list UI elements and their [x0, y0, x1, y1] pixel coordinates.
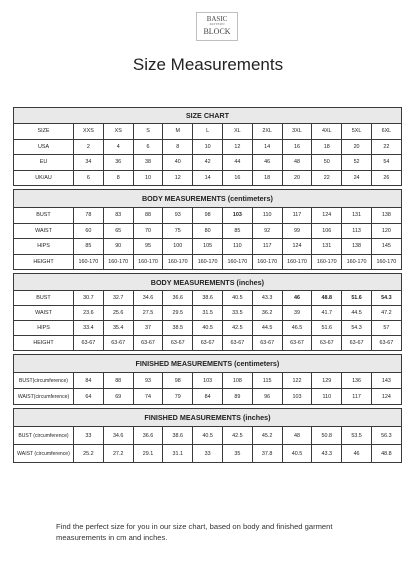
table-cell: 36.2	[252, 306, 282, 321]
table-cell: 63-67	[193, 336, 223, 351]
table-cell: 145	[371, 239, 401, 255]
table-cell: 35.4	[103, 321, 133, 336]
table-cell: 37.8	[252, 445, 282, 463]
table-cell: 120	[371, 223, 401, 239]
table-cell: 38.5	[163, 321, 193, 336]
table-cell: 110	[312, 389, 342, 405]
table-cell: 50.8	[312, 427, 342, 445]
table-cell: 50	[312, 155, 342, 171]
table-cell: 103	[282, 389, 312, 405]
table-cell: 63-67	[282, 336, 312, 351]
table-cell: 22	[312, 170, 342, 186]
table-cell: 25.2	[74, 445, 104, 463]
table-cell: M	[163, 124, 193, 140]
table-cell: 4	[103, 139, 133, 155]
table-cell: 44.5	[342, 306, 372, 321]
table-cell: 160-170	[252, 254, 282, 270]
table-cell: 27.2	[103, 445, 133, 463]
table-cell: 63-67	[103, 336, 133, 351]
table-cell: 124	[282, 239, 312, 255]
table-cell: 40.5	[193, 427, 223, 445]
table-cell: 8	[163, 139, 193, 155]
table-cell: 79	[163, 389, 193, 405]
table-cell: XL	[222, 124, 252, 140]
table-cell: 96	[252, 389, 282, 405]
table-row	[14, 373, 402, 389]
table-cell: 85	[74, 239, 104, 255]
table-cell: 160-170	[222, 254, 252, 270]
table-cell: 48.8	[312, 291, 342, 306]
table-row	[14, 170, 402, 186]
row-label: BUST	[14, 291, 74, 306]
table-cell: 63-67	[371, 336, 401, 351]
table-cell: 2	[74, 139, 104, 155]
table-cell: 52	[342, 155, 372, 171]
table-cell: 32.7	[103, 291, 133, 306]
table-cell: 113	[342, 223, 372, 239]
table-cell: 38.6	[163, 427, 193, 445]
table-cell: 63-67	[163, 336, 193, 351]
table-cell: 23.6	[74, 306, 104, 321]
table-cell: 40.5	[282, 445, 312, 463]
table-cell: 20	[282, 170, 312, 186]
body-in-section-header-row	[14, 274, 402, 291]
logo-line-2: PATTERN	[209, 22, 225, 26]
table-cell: 124	[371, 389, 401, 405]
table-cell: 99	[282, 223, 312, 239]
table-cell: 129	[312, 373, 342, 389]
table-cell: 105	[193, 239, 223, 255]
table-cell: 53.5	[342, 427, 372, 445]
table-cell: 90	[103, 239, 133, 255]
table-cell: 29.5	[163, 306, 193, 321]
table-cell: 36	[103, 155, 133, 171]
table-cell: 110	[222, 239, 252, 255]
table-cell: 63-67	[222, 336, 252, 351]
table-cell: 95	[133, 239, 163, 255]
table-cell: 74	[133, 389, 163, 405]
table-cell: 131	[312, 239, 342, 255]
table-cell: 34.6	[133, 291, 163, 306]
table-cell: 56.3	[371, 427, 401, 445]
table-cell: 63-67	[342, 336, 372, 351]
table-cell: 131	[342, 208, 372, 224]
table-cell: 14	[193, 170, 223, 186]
table-cell: 14	[252, 139, 282, 155]
table-cell: 42	[193, 155, 223, 171]
table-cell: 40.5	[193, 321, 223, 336]
table-cell: 6XL	[371, 124, 401, 140]
table-cell: 60	[74, 223, 104, 239]
logo-line-1: BASIC	[206, 15, 228, 23]
table-cell: 85	[222, 223, 252, 239]
table-cell: 3XL	[282, 124, 312, 140]
table-cell: 43.3	[252, 291, 282, 306]
table-cell: 46	[252, 155, 282, 171]
body-cm-section-header-row	[14, 190, 402, 208]
row-label: EU	[14, 155, 74, 171]
table-row	[14, 239, 402, 255]
table-cell: 29.1	[133, 445, 163, 463]
table-cell: 33	[74, 427, 104, 445]
row-label: HEIGHT	[14, 336, 74, 351]
table-cell: 115	[252, 373, 282, 389]
table-cell: 63-67	[74, 336, 104, 351]
table-cell: 44.5	[252, 321, 282, 336]
table-cell: 5XL	[342, 124, 372, 140]
table-row	[14, 155, 402, 171]
table-cell: 44	[222, 155, 252, 171]
table-cell: 39	[282, 306, 312, 321]
table-row	[14, 139, 402, 155]
table-cell: 57	[371, 321, 401, 336]
table-cell: 75	[163, 223, 193, 239]
row-label: UK/AU	[14, 170, 74, 186]
table-cell: 34.6	[103, 427, 133, 445]
table-cell: L	[193, 124, 223, 140]
table-cell: 65	[103, 223, 133, 239]
finished-in-section-header-row	[14, 409, 402, 427]
table-cell: 10	[133, 170, 163, 186]
table-cell: 69	[103, 389, 133, 405]
table-cell: 160-170	[312, 254, 342, 270]
table-cell: XXS	[74, 124, 104, 140]
row-label: SIZE	[14, 124, 74, 140]
table-cell: 36.6	[133, 427, 163, 445]
row-label: WAIST(circumference)	[14, 389, 74, 405]
table-cell: 143	[371, 373, 401, 389]
table-cell: 138	[342, 239, 372, 255]
table-row	[14, 445, 402, 463]
row-label: HIPS	[14, 239, 74, 255]
table-cell: 160-170	[342, 254, 372, 270]
table-cell: 160-170	[282, 254, 312, 270]
table-cell: 43.3	[312, 445, 342, 463]
table-cell: 41.7	[312, 306, 342, 321]
table-cell: 138	[371, 208, 401, 224]
table-cell: 54	[371, 155, 401, 171]
table-cell: 106	[312, 223, 342, 239]
row-label: WAIST	[14, 306, 74, 321]
row-label: HEIGHT	[14, 254, 74, 270]
table-cell: 30.7	[74, 291, 104, 306]
table-cell: 45.2	[252, 427, 282, 445]
table-cell: 46	[342, 445, 372, 463]
table-cell: 160-170	[74, 254, 104, 270]
row-label: WAIST (circumference)	[14, 445, 74, 463]
table-cell: 25.6	[103, 306, 133, 321]
table-cell: 2XL	[252, 124, 282, 140]
table-cell: 78	[74, 208, 104, 224]
table-cell: 35	[222, 445, 252, 463]
table-cell: 100	[163, 239, 193, 255]
table-cell: 46	[282, 291, 312, 306]
table-cell: 80	[193, 223, 223, 239]
table-cell: 48	[282, 427, 312, 445]
body-cm-section-heading: BODY MEASUREMENTS (centimeters)	[14, 190, 402, 208]
table-cell: 10	[193, 139, 223, 155]
table-cell: 160-170	[103, 254, 133, 270]
table-row	[14, 291, 402, 306]
table-cell: 31.1	[163, 445, 193, 463]
table-cell: 16	[282, 139, 312, 155]
table-cell: 33	[193, 445, 223, 463]
row-label: BUST	[14, 208, 74, 224]
finished-in-section-heading: FINISHED MEASUREMENTS (inches)	[14, 409, 402, 427]
table-cell: 98	[163, 373, 193, 389]
table-row	[14, 306, 402, 321]
table-cell: 47.2	[371, 306, 401, 321]
table-cell: 117	[342, 389, 372, 405]
table-cell: XS	[103, 124, 133, 140]
table-cell: 54.3	[371, 291, 401, 306]
table-cell: 8	[103, 170, 133, 186]
table-cell: 26	[371, 170, 401, 186]
table-cell: 16	[222, 170, 252, 186]
table-cell: 64	[74, 389, 104, 405]
table-cell: 18	[312, 139, 342, 155]
table-cell: 110	[252, 208, 282, 224]
table-cell: 18	[252, 170, 282, 186]
table-row	[14, 389, 402, 405]
table-cell: 6	[133, 139, 163, 155]
table-cell: 40	[163, 155, 193, 171]
table-cell: 160-170	[371, 254, 401, 270]
size-chart-section-header-row	[14, 108, 402, 124]
row-label: BUST (circumference)	[14, 427, 74, 445]
table-cell: 63-67	[133, 336, 163, 351]
table-cell: 48.8	[371, 445, 401, 463]
table-cell: 22	[371, 139, 401, 155]
table-cell: 98	[193, 208, 223, 224]
table-row	[14, 427, 402, 445]
table-cell: 122	[282, 373, 312, 389]
table-cell: 63-67	[252, 336, 282, 351]
table-row	[14, 223, 402, 239]
logo-line-3: BLOCK	[203, 27, 231, 36]
table-cell: 40.5	[222, 291, 252, 306]
table-cell: 33.5	[222, 306, 252, 321]
table-cell: 93	[163, 208, 193, 224]
table-cell: 37	[133, 321, 163, 336]
table-cell: 38.6	[193, 291, 223, 306]
size-chart-section-heading: SIZE CHART	[14, 108, 402, 124]
table-cell: 70	[133, 223, 163, 239]
table-cell: 33.4	[74, 321, 104, 336]
table-cell: 88	[133, 208, 163, 224]
table-row	[14, 124, 402, 140]
table-cell: 84	[193, 389, 223, 405]
table-cell: 12	[163, 170, 193, 186]
table-cell: 84	[74, 373, 104, 389]
table-cell: 88	[103, 373, 133, 389]
table-cell: 117	[252, 239, 282, 255]
table-cell: 160-170	[193, 254, 223, 270]
finished-cm-section-header-row	[14, 355, 402, 373]
table-cell: 36.6	[163, 291, 193, 306]
table-cell: 46.5	[282, 321, 312, 336]
table-cell: 93	[133, 373, 163, 389]
table-cell: 48	[282, 155, 312, 171]
table-cell: 51.6	[312, 321, 342, 336]
table-cell: 63-67	[312, 336, 342, 351]
table-cell: 27.5	[133, 306, 163, 321]
table-cell: 38	[133, 155, 163, 171]
table-row	[14, 336, 402, 351]
table-cell: 24	[342, 170, 372, 186]
row-label: USA	[14, 139, 74, 155]
brand-logo	[196, 12, 238, 41]
table-cell: 103	[222, 208, 252, 224]
table-cell: 42.5	[222, 321, 252, 336]
finished-cm-section-heading: FINISHED MEASUREMENTS (centimeters)	[14, 355, 402, 373]
table-row	[14, 254, 402, 270]
table-cell: 136	[342, 373, 372, 389]
table-row	[14, 208, 402, 224]
footer-text: Find the perfect size for you in our size chart, based on body and finished garment measurements in cm and inches.	[56, 522, 333, 542]
table-cell: 54.3	[342, 321, 372, 336]
table-cell: 6	[74, 170, 104, 186]
table-cell: 117	[282, 208, 312, 224]
page-title: Size Measurements	[132, 55, 284, 74]
table-cell: 34	[74, 155, 104, 171]
table-cell: 51.6	[342, 291, 372, 306]
table-cell: S	[133, 124, 163, 140]
table-cell: 83	[103, 208, 133, 224]
table-cell: 12	[222, 139, 252, 155]
table-cell: 103	[193, 373, 223, 389]
table-cell: 89	[222, 389, 252, 405]
row-label: WAIST	[14, 223, 74, 239]
table-row	[14, 321, 402, 336]
table-cell: 160-170	[133, 254, 163, 270]
table-cell: 20	[342, 139, 372, 155]
table-cell: 31.5	[193, 306, 223, 321]
table-cell: 108	[222, 373, 252, 389]
table-cell: 42.5	[222, 427, 252, 445]
table-cell: 160-170	[163, 254, 193, 270]
size-chart-table	[13, 107, 402, 463]
table-cell: 4XL	[312, 124, 342, 140]
row-label: HIPS	[14, 321, 74, 336]
body-in-section-heading: BODY MEASUREMENTS (inches)	[14, 274, 402, 291]
row-label: BUST(circumference)	[14, 373, 74, 389]
table-cell: 92	[252, 223, 282, 239]
table-cell: 124	[312, 208, 342, 224]
